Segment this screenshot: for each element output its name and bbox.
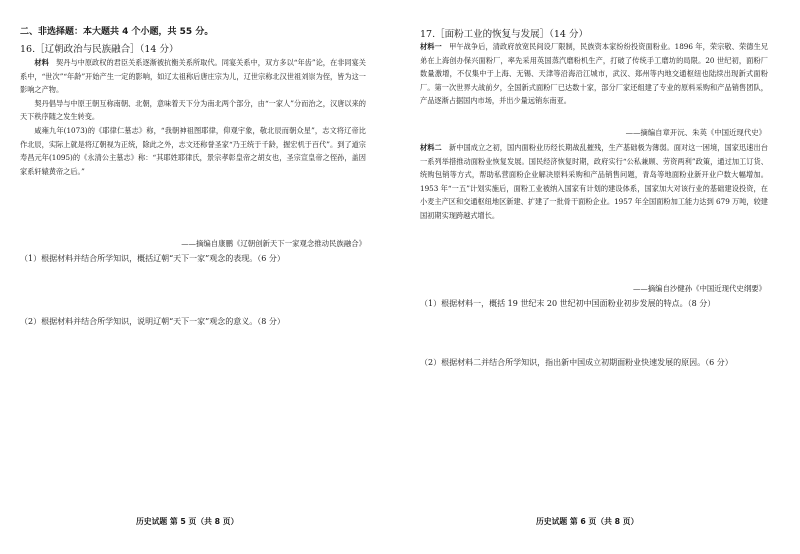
question-16-sub-2: （2）根据材料并结合所学知识，说明辽朝“天下一家”观念的意义。（8 分） xyxy=(20,317,285,326)
question-16-sub-1: （1）根据材料并结合所学知识，概括辽朝“天下一家”观念的表现。（6 分） xyxy=(20,254,285,263)
material-2-text: 新中国成立之初，国内面粉业历经长期战乱摧残，生产基础极为薄弱。面对这一困境，国家迅速出台一系列举措推动面粉业恢复发展。国民经济恢复时期，政府实行“公私兼顾、劳资两利”政策，通过加工订货、统购包销等方式，帮助私营面粉企业解决原料采购和产品销售问题，青岛等地面粉业新开业户数大幅增加。1953 年“一五”计划实施后，面粉工业被纳入国家有计划的建设体系，国家加大对该行业的基础建设投资，在小麦主产区和交通枢纽地区新建、扩建了一批骨干面粉企业。1957 年全国面粉加工能力达到 679 万吨，较建国初期实现跨越式增长。 xyxy=(420,143,768,220)
question-17-material-2 xyxy=(420,141,768,223)
material-2-source: ——摘编自沙健孙《中国近现代史纲要》 xyxy=(632,284,766,293)
page-footer: 历史试题 第 5 页（共 8 页） xyxy=(136,517,239,526)
material-label: 材料 xyxy=(34,58,49,67)
question-17-sub-1: （1）根据材料一，概括 19 世纪末 20 世纪初中国面粉业初步发展的特点。（8 分） xyxy=(420,299,716,308)
material-source: ——摘编自康鹏《辽朝创新天下一家观念推动民族融合》 xyxy=(181,239,366,248)
section-heading: 二、非选择题：本大题共 4 个小题，共 55 分。 xyxy=(20,27,214,37)
material-1-label: 材料一 xyxy=(420,42,442,51)
material-1-text: 甲午战争后，清政府放宽民间设厂限制，民族资本家纷纷投资面粉业。1896 年，荣宗敬、荣德生兄弟在上海创办保兴面粉厂，率先采用英国蒸汽磨粉机生产，打破了传统手工磨坊的局限。20 世纪初，面粉厂数量激增，不仅集中于上海、无锡、天津等沿海沿江城市，武汉、郑州等内地交通枢纽也陆续出现新式面粉厂。第一次世界大战前夕，全国新式面粉厂已达数十家，部分厂家还组建了专业的原料采购和产品销售团队，产品逐渐占据国内市场，并出少量远销东南亚。 xyxy=(420,42,768,106)
material-1-source: ——摘编自章开沅、朱英《中国近现代史》 xyxy=(625,128,766,137)
material-2-label: 材料二 xyxy=(420,143,442,152)
material-paragraph-1: 契丹与中原政权的君臣关系逐渐被抗衡关系所取代。同宴关系中，双方多以“年齿”论，在非同宴关系中，“世次”“年龄”开始产生一定的影响，如辽太祖称后唐庄宗为儿，辽世宗称北汉世祖刘崇为侄，皆为这一影响之产物。 xyxy=(20,58,366,95)
material-paragraph-2: 契丹倡导与中原王朝互称南朝、北朝，意味着天下分为南北两个部分，由“一家人”分而治之，汉唐以来的天下秩序随之发生转变。 xyxy=(20,98,366,122)
question-16-title: 16.［辽朝政治与民族融合］（14 分） xyxy=(20,44,179,55)
material-paragraph-3: 咸雍九年(1073)的《耶律仁墓志》称，“我朝神祖图耶律，仰观宇象，敬北辰而朝众星”，志文将辽帝比作北辰，实际上就是将辽朝视为正统，除此之外，志文还称誉圣家“乃王统于千龄，握宏机于百代”。到了道宗寿昌元年(1095)的《永清公主墓志》称：“其耶姓耶律氏，景宗孝彰皇帝之胡女也，圣宗宣皇帝之侄孙，盖因家系轩辕黄帝之后。” xyxy=(20,125,366,176)
question-16-material xyxy=(20,56,366,178)
question-17-title: 17.［面粉工业的恢复与发展］（14 分） xyxy=(420,29,588,40)
question-17-material-1 xyxy=(420,40,768,108)
exam-page-6 xyxy=(400,0,800,554)
page-footer: 历史试题 第 6 页（共 8 页） xyxy=(536,517,639,526)
question-17-sub-2: （2）根据材料二并结合所学知识，指出新中国成立初期面粉业快速发展的原因。（6 分） xyxy=(420,358,733,367)
